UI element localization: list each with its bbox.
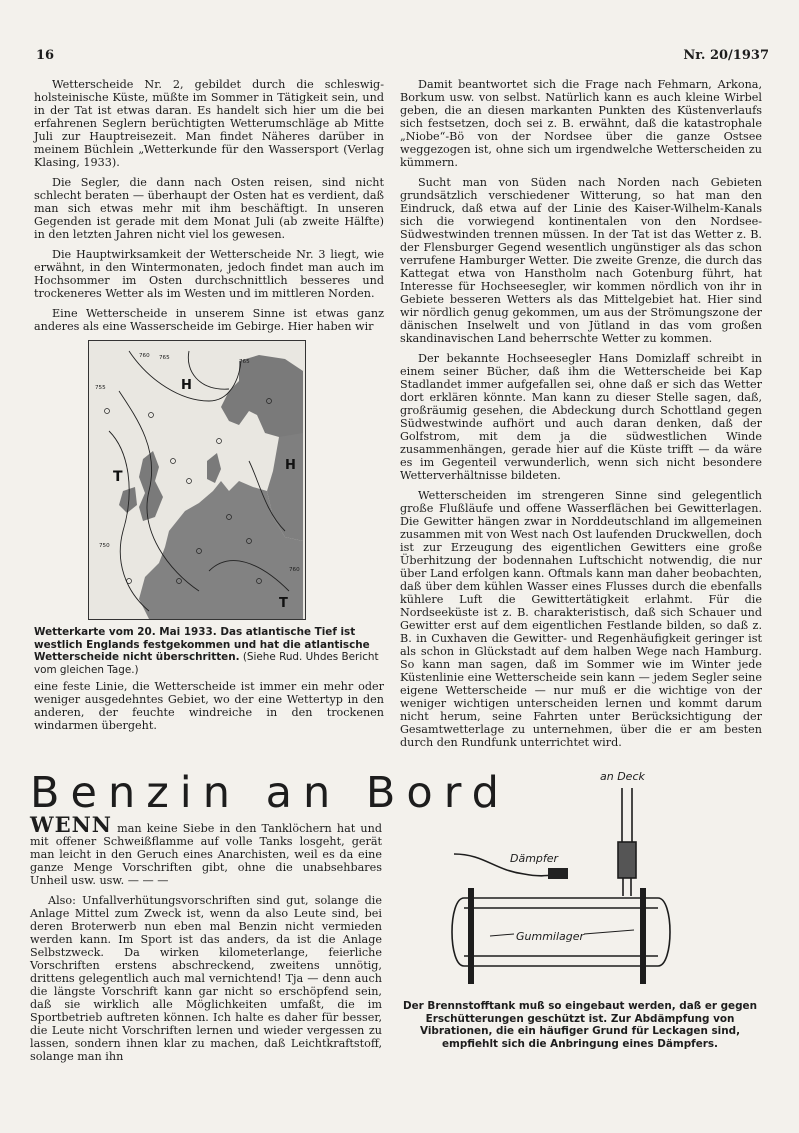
pointer-left [490,934,514,936]
label-low-south: T [279,596,288,611]
paragraph: Die Segler, die dann nach Osten reisen, sind nicht schlecht beraten — überhaupt der Osten hat es verdient, daß man sich etwas mehr mit ihm beschäftigt. In unseren Gegenden ist gerade mit dem Monat Juli (ab zweite Hälfte) in den letzten Jahren nicht viel los gewesen. [34,176,384,241]
isobar-760: 760 [139,353,150,359]
label-high-east: H [285,458,296,473]
label-high-north: H [181,378,192,393]
paragraph: eine feste Linie, die Wetterscheide ist immer ein mehr oder weniger ausgedehntes Gebiet, wo der eine Wettertyp in den anderen, der feuchte windreiche in den trockenen windarmen übergeht. [34,680,384,732]
fill-pipe [618,788,636,896]
label-rubber: Gummilager [516,930,585,943]
left-column [34,78,384,340]
damper [548,868,568,879]
paragraph: Der bekannte Hochseesegler Hans Domizlaff schreibt in einem seiner Bücher, daß ihm die Wetterscheide bei Kap Stadlandet immer aufgefallen sei, ohne daß er sich das Wetter dort erklären könnte. Man kann zu dieser Stelle sagen, daß, großräumig gesehen, die Abdeckung durch Schottland gegen Südwestwinde aufhört und auch daran denken, daß der Golfstrom, mit dem ja die südwestlichen Winde zusammenhängen, gerade hier auf die Küste trifft — da wäre es im Gegenteil verwunderlich, wenn sich nicht besondere Wetterverhältnisse bildeten. [400,352,762,482]
paragraph: Wetterscheiden im strengeren Sinne sind gelegentlich große Flußläufe und offene Wasserflächen bei Gewitterlagen. Die Gewitter hängen zwar in Norddeutschland im allgemeinen zusammen mit von West nach Ost laufenden Druckwellen, doch ist zur Erzeugung des eigentlichen Gewitters eine große Überhitzung der bodennahen Luftschicht notwendig, die nur über Land erfolgen kann. Oftmals kann man daher beobachten, daß über dem kühlen Wasser eines Flusses durch die ebenfalls kühlere Luft die Gewittertätigkeit erlahmt. Für die Nordseeküste ist z. B. charakteristisch, daß sich Schauer und Gewitter erst auf dem eigentlichen Festlande bilden, so daß z. B. in Cuxhaven die Gewitter- und Regenhäufigkeit geringer ist als schon in Glückstadt auf dem halben Wege nach Hamburg. So kann man sagen, daß im Sommer wie im Winter jede Küstenlinie eine Wetterscheide sein kann — jedem Segler seine eigene Wetterscheide — nur muß er die wichtige von der weniger wichtigen unterscheiden lernen und kommt darum nicht herum, seine Fahrten unter Berücksichtigung der Gesamtwetterlage zu unternehmen, über die er am besten durch den Rundfunk unterrichtet wird. [400,489,762,749]
diagram-caption: Der Brennstofftank muß so eingebaut werden, daß er gegen Erschütterungen geschützt ist. Zur Abdämpfung von Vibrationen, die ein häufiger Grund für Leckagen sind, empfiehlt sich die Anbringung eines Dämpfers. [402,1000,757,1050]
label-damper: Dämpfer [510,852,559,865]
right-column [400,78,762,756]
weather-map [88,340,306,620]
paragraph: Die Hauptwirksamkeit der Wetterscheide Nr. 3 liegt, wie erwähnt, in den Wintermonaten, jedoch findet man auch im Hochsommer im Osten durchschnittlich besseres und trockeneres Wetter als im Westen und im mittleren Norden. [34,248,384,300]
weather-map-drawing [89,341,305,619]
paragraph: Eine Wetterscheide in unserem Sinne ist etwas ganz anderes als eine Wasserscheide im Gebirge. Hier haben wir [34,307,384,333]
paragraph: Damit beantwortet sich die Frage nach Fehmarn, Arkona, Borkum usw. von selbst. Natürlich kann es auch kleine Wirbel geben, die an diesen markanten Punkten des Küstenverlaufs sich festsetzen, doch sei z. B. erwähnt, daß die katastrophale „Niobe“-Bö von der Nordsee über die ganze Ostsee weggezogen ist, ohne sich um irgendwelche Wetterscheiden zu kümmern. [400,78,762,169]
land-jutland [207,453,221,483]
label-deck: an Deck [600,770,645,783]
label-low-west: T [113,469,123,485]
issue-number: Nr. 20/1937 [683,48,769,63]
map-caption-note: (Siehe Rud. Uhdes Bericht vom gleichen Tage.) [34,651,379,676]
isobar-750: 750 [99,543,110,549]
dropcap: WENN [30,812,112,837]
page-number: 16 [36,48,55,63]
paragraph: Also: Unfallverhütungsvorschriften sind gut, solange die Anlage Mittel zum Zweck ist, wenn da also Leute sind, bei deren Broterwerb nun eben mal Benzin nicht vermieden werden kann. Im Sport ist das anders, da ist die Anlage Selbstzweck. Da wirken kilometerlange, feierliche Vorschriften erstens abschreckend, zweitens unnötig, drittens gelegentlich auch mal vernichtend! Tja — denn auch die längste Vorschrift kann gar nicht so erschöpfend sein, daß sie wirklich alle Möglichkeiten umfaßt, die im Sportbetrieb auftreten können. Ich halte es daher für besser, die Leute nicht Vorschriften lernen und wieder vergessen zu lassen, sondern ihnen klar zu machen, daß Leichtkraftstoff, solange man ihn [30,894,382,1063]
fuel-tank-diagram [424,770,696,996]
isobar-765: 765 [159,355,170,361]
isobar-755: 755 [95,385,106,391]
left-column-after-map [34,680,384,732]
paragraph-lead [30,812,382,887]
map-caption [34,626,386,676]
isobar-760-se: 760 [289,567,300,573]
paragraph: Sucht man von Süden nach Norden nach Gebieten grundsätzlich verschiedener Witterung, so hat man den Eindruck, daß etwa auf der Linie des Kaiser-Wilhelm-Kanals sich die vorwiegend kontinentalen von den Nordsee-Südwestwinden trennen müssen. In der Tat ist das Wetter z. B. der Flensburger Gegend wesentlich ungünstiger als das schon verrufene Hamburger Wetter. Die zweite Grenze, die durch das Kattegat etwa von Hanstholm nach Gotenburg führt, hat Interesse für Hochseesegler, wir kommen nördlich von ihr in Gebiete besseren Wetters als das Mittelgebiet hat. Hier sind wir nördlich genug gekommen, um aus der Strömungszone der dänischen Inselwelt und von Jütland in das vom großen skandinavischen Land beherrschte Wetter zu kommen. [400,176,762,345]
lead-text: man keine Siebe in den Tanklöchern hat und mit offener Schweißflamme auf volle Tanks losgeht, gerät man leicht in den Geruch eines Anarchisten, weil es da eine ganze Menge Vorschriften gibt, ohne die unabsehbares Unheil usw. usw. — — — [30,822,382,887]
article-body [30,812,382,1070]
isobar-765-ne: 765 [239,359,250,365]
paragraph: Wetterscheide Nr. 2, gebildet durch die schleswig-holsteinische Küste, müßte im Sommer in Tätigkeit sein, und in der Tat ist etwas daran. Es handelt sich hier um die bei erfahrenen Seglern berüchtigten Wetterumschläge ab Mitte Juli zur Hauptreisezeit. Man findet Näheres darüber in meinem Büchlein „Wetterkunde für den Wassersport (Verlag Klasing, 1933). [34,78,384,169]
article-title: Benzin an Bord [30,768,510,818]
map-caption-main: Wetterkarte vom 20. Mai 1933. Das atlantische Tief ist westlich Englands festgekommen und hat die atlantische Wetterscheide nicht überschritten. [34,626,370,664]
pointer-right [584,930,634,934]
